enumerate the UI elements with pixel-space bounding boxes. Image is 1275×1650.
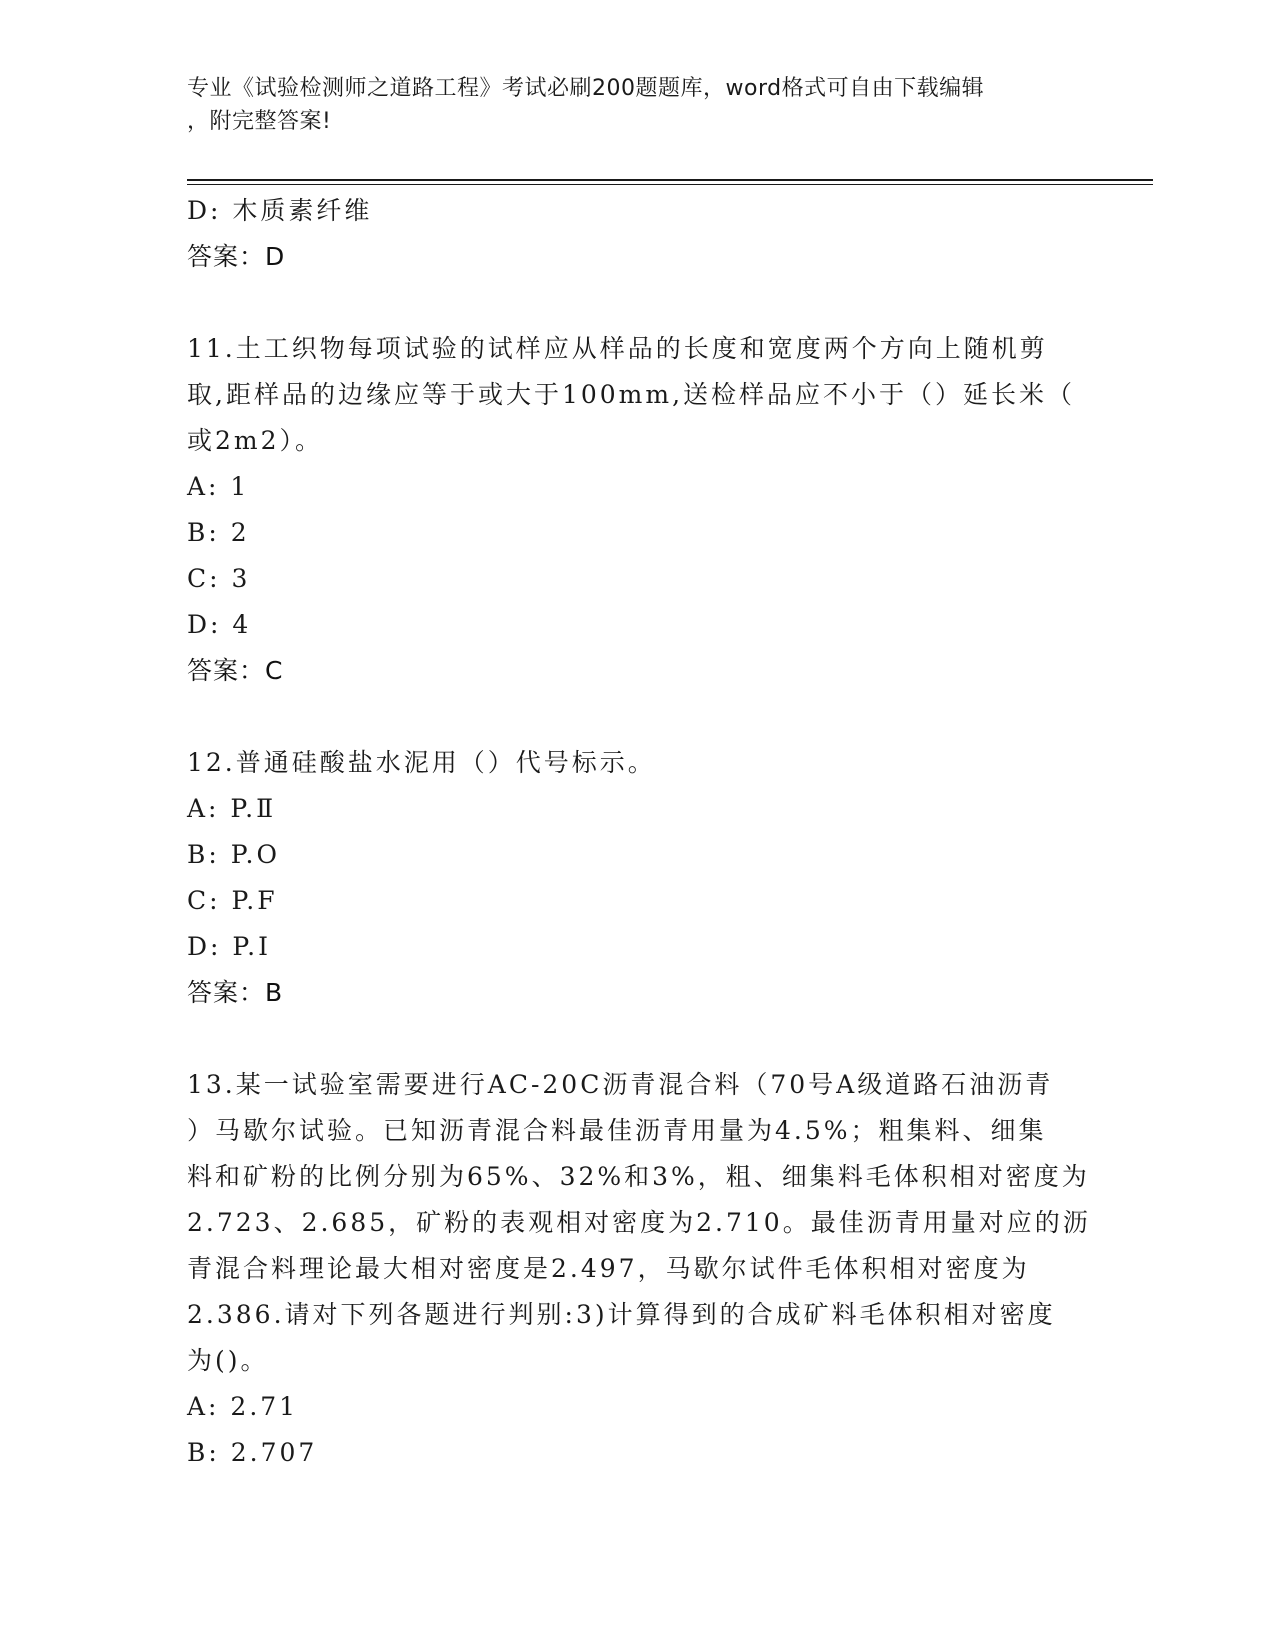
header-line-1: 专业《试验检测师之道路工程》考试必刷200题题库，word格式可自由下载编辑: [187, 76, 985, 101]
question-13: [187, 1062, 1091, 1476]
question-12-text-line-1: 12.普通硅酸盐水泥用（）代号标示。: [187, 748, 656, 777]
question-13-text-line-2: ）马歇尔试验。已知沥青混合料最佳沥青用量为4.5%；粗集料、细集: [187, 1116, 1047, 1145]
header-line-2: ，附完整答案!: [187, 109, 332, 134]
question-11-text-line-2: 取,距样品的边缘应等于或大于100mm,送检样品应不小于（）延长米（: [187, 380, 1076, 409]
document-body: [187, 188, 1091, 1476]
question-11-text-line-1: 11.土工织物每项试验的试样应从样品的长度和宽度两个方向上随机剪: [187, 334, 1048, 363]
question-13-text-line-6: 2.386.请对下列各题进行判别:3)计算得到的合成矿料毛体积相对密度: [187, 1300, 1056, 1329]
question-11-option-b: B: 2: [187, 518, 250, 547]
question-11-option-a: A: 1: [187, 472, 250, 501]
header-divider-thin: [187, 184, 1153, 185]
question-11: [187, 326, 1087, 694]
spacer: [187, 694, 1087, 740]
question-12-option-b: B: P.O: [187, 840, 280, 869]
question-11-option-c: C: 3: [187, 564, 251, 593]
question-13-text-line-1: 13.某一试验室需要进行AC-20C沥青混合料（70号A级道路石油沥青: [187, 1070, 1054, 1099]
spacer: [187, 280, 1087, 326]
page-header: [187, 72, 1067, 138]
question-12-option-a: A: P.Ⅱ: [187, 794, 277, 823]
question-11-text-line-3: 或2m2）。: [187, 426, 324, 455]
question-13-option-a: A: 2.71: [187, 1392, 299, 1421]
prev-option-d: D: 木质素纤维: [187, 196, 373, 225]
question-11-answer: 答案：C: [187, 656, 284, 685]
question-13-text-line-4: 2.723、2.685，矿粉的表观相对密度为2.710。最佳沥青用量对应的沥: [187, 1208, 1091, 1237]
question-13-text-line-3: 料和矿粉的比例分别为65%、32%和3%，粗、细集料毛体积相对密度为: [187, 1162, 1090, 1191]
prev-answer: 答案：D: [187, 242, 286, 271]
question-12-option-d: D: P.I: [187, 932, 271, 961]
question-13-text-line-5: 青混合料理论最大相对密度是2.497，马歇尔试件毛体积相对密度为: [187, 1254, 1030, 1283]
question-12-answer: 答案：B: [187, 978, 284, 1007]
question-11-option-d: D: 4: [187, 610, 252, 639]
spacer: [187, 1016, 1087, 1062]
question-13-text-line-7: 为()。: [187, 1346, 269, 1375]
question-12-option-c: C: P.F: [187, 886, 278, 915]
question-13-option-b: B: 2.707: [187, 1438, 318, 1467]
header-divider-thick: [187, 179, 1153, 181]
question-12: [187, 740, 1087, 1016]
